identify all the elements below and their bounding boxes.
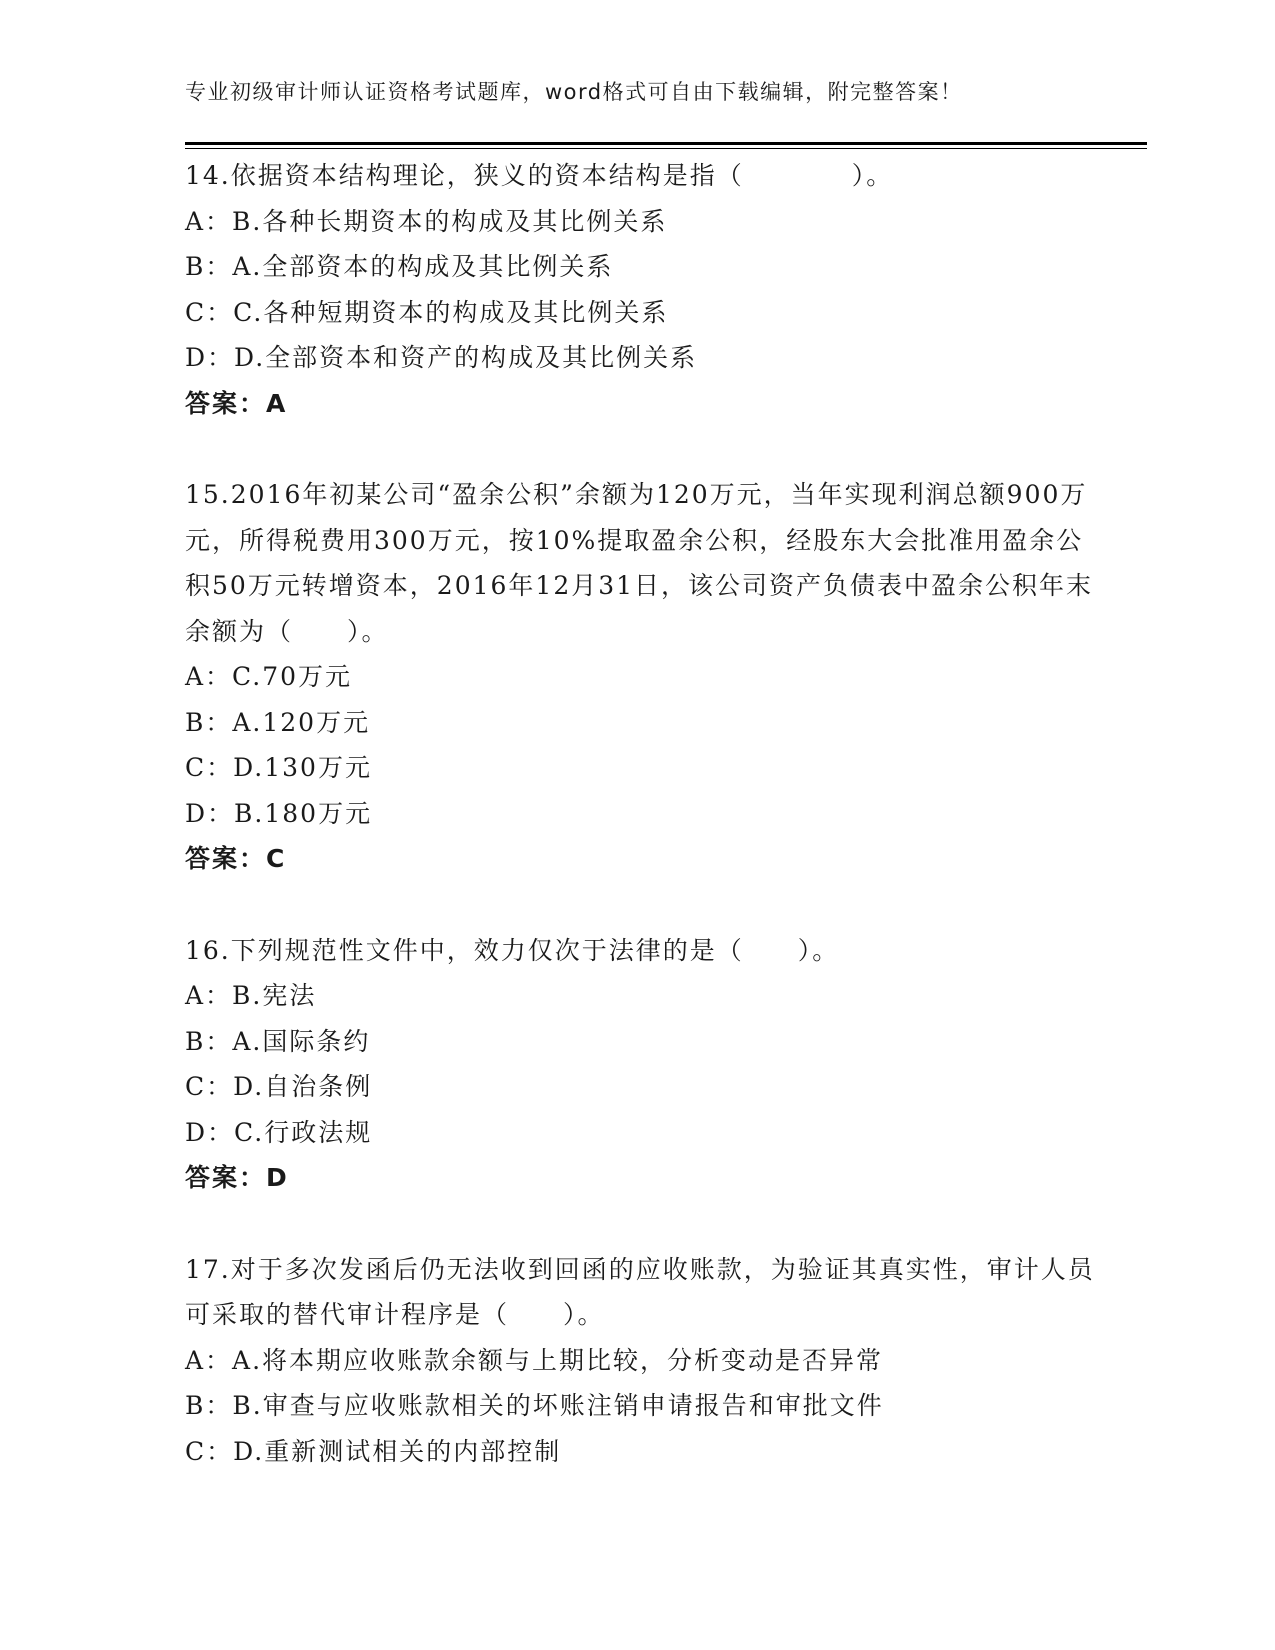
question-list (185, 153, 1105, 1474)
page-header: 专业初级审计师认证资格考试题库，word格式可自由下载编辑，附完整答案！ (185, 80, 963, 104)
question-stem: 15.2016年初某公司“盈余公积”余额为120万元，当年实现利润总额900万元，所得税费用300万元，按10%提取盈余公积，经股东大会批准用盈余公积50万元转增资本，2016年12月31日，该公司资产负债表中盈余公积年末余额为（ ）。 (185, 480, 1094, 646)
option-b: B：B.审查与应收账款相关的坏账注销申请报告和审批文件 (185, 1391, 884, 1420)
option-b: B：A.国际条约 (185, 1026, 371, 1056)
option-b: B：A.全部资本的构成及其比例关系 (185, 252, 614, 281)
question-stem: 17.对于多次发函后仍无法收到回函的应收账款，为验证其真实性，审计人员可采取的替代审计程序是（ ）。 (185, 1254, 1095, 1329)
option-c: C：D.重新测试相关的内部控制 (185, 1436, 562, 1466)
answer: 答案：D (185, 1163, 289, 1192)
option-d: D：C.行政法规 (185, 1117, 373, 1147)
question-14 (185, 153, 1105, 426)
option-c: C：D.自治条例 (185, 1072, 373, 1101)
question-stem: 14.依据资本结构理论，狭义的资本结构是指（ ）。 (185, 161, 894, 190)
option-a: A：A.将本期应收账款余额与上期比较，分析变动是否异常 (185, 1345, 884, 1375)
question-16 (185, 928, 1105, 1201)
option-c: C：C.各种短期资本的构成及其比例关系 (185, 297, 669, 327)
option-a: A：B.宪法 (185, 981, 317, 1010)
header-divider-thick (185, 142, 1147, 145)
answer: 答案：C (185, 844, 287, 873)
answer: 答案：A (185, 388, 288, 418)
option-a: A：B.各种长期资本的构成及其比例关系 (185, 206, 668, 236)
header-divider-thin (185, 148, 1147, 149)
question-15 (185, 472, 1105, 882)
option-b: B：A.120万元 (185, 707, 371, 737)
question-17 (185, 1247, 1105, 1475)
question-stem: 16.下列规范性文件中，效力仅次于法律的是（ ）。 (185, 935, 840, 965)
option-d: D：B.180万元 (185, 798, 373, 828)
option-d: D：D.全部资本和资产的构成及其比例关系 (185, 343, 698, 372)
option-a: A：C.70万元 (185, 662, 353, 691)
option-c: C：D.130万元 (185, 753, 372, 782)
